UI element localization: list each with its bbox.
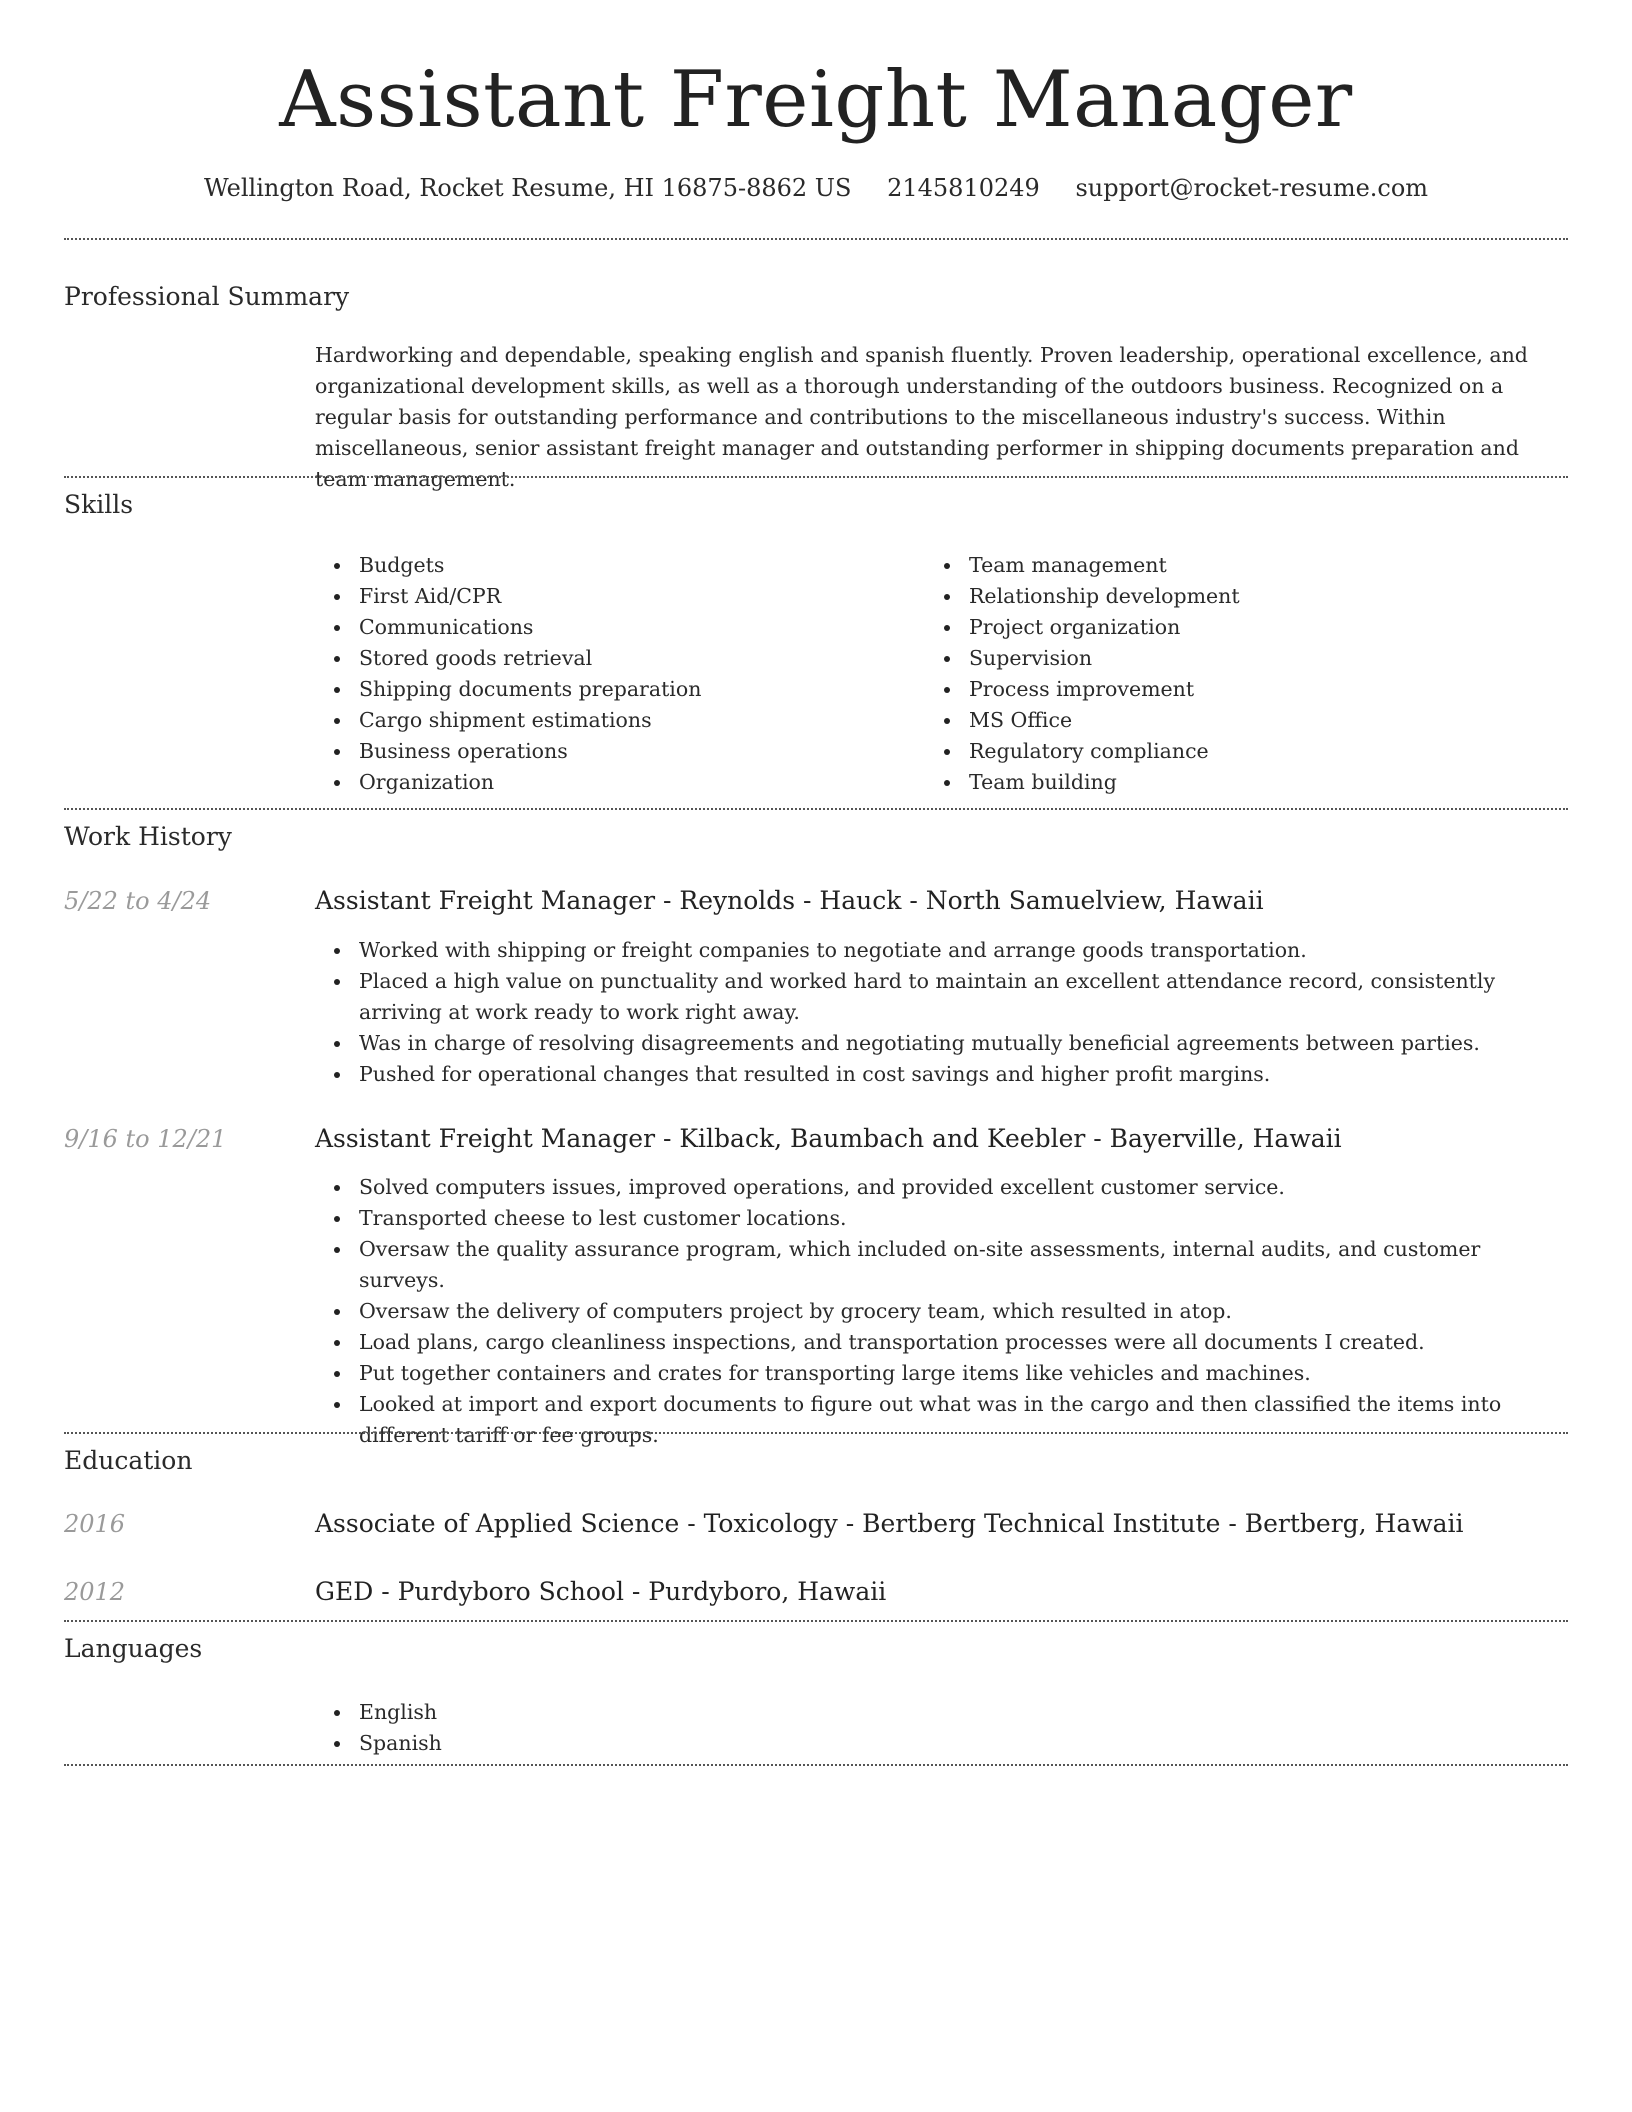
skill-item: Team building xyxy=(925,767,1525,798)
education-entry xyxy=(315,1507,1464,1541)
job-dates: 9/16 to 12/21 xyxy=(64,1125,227,1153)
section-title-work: Work History xyxy=(64,822,232,851)
education-degree: Associate of Applied Science - Toxicology xyxy=(315,1509,838,1538)
divider xyxy=(64,1764,1568,1766)
section-title-summary: Professional Summary xyxy=(64,282,350,311)
list-item: Oversaw the delivery of computers project by grocery team, which resulted in atop. xyxy=(315,1296,1568,1327)
job-details: - Kilback, Baumbach and Keebler - Bayerville, Hawaii xyxy=(655,1124,1342,1153)
section-title-education: Education xyxy=(64,1446,193,1475)
divider xyxy=(64,238,1568,240)
job-dates: 5/22 to 4/24 xyxy=(64,887,212,915)
divider xyxy=(64,476,1568,478)
skill-item: Project organization xyxy=(925,612,1525,643)
job-details: - Reynolds - Hauck - North Samuelview, Hawaii xyxy=(655,886,1264,915)
skill-item: Stored goods retrieval xyxy=(315,643,915,674)
job-heading xyxy=(315,1122,1342,1156)
list-item: Oversaw the quality assurance program, which included on-site assessments, internal audits, and customer surveys. xyxy=(315,1234,1568,1296)
education-details: - Purdyboro School - Purdyboro, Hawaii xyxy=(373,1577,887,1606)
languages-list xyxy=(315,1697,915,1759)
skill-item: Shipping documents preparation xyxy=(315,674,915,705)
education-details: - Bertberg Technical Institute - Bertberg, Hawaii xyxy=(837,1509,1464,1538)
skill-item: Communications xyxy=(315,612,915,643)
resume-name: Assistant Freight Manager xyxy=(279,55,1353,145)
language-item: Spanish xyxy=(315,1728,915,1759)
job-heading xyxy=(315,884,1264,918)
skill-item: Budgets xyxy=(315,550,915,581)
skill-item: Relationship development xyxy=(925,581,1525,612)
job-bullets xyxy=(315,1172,1568,1451)
contact-phone: 2145810249 xyxy=(887,174,1040,202)
contact-line xyxy=(64,170,1568,206)
job-bullets xyxy=(315,935,1568,1090)
education-entry xyxy=(315,1575,886,1609)
contact-address: Wellington Road, Rocket Resume, HI 16875-8862 US xyxy=(203,174,852,202)
skill-item: Team management xyxy=(925,550,1525,581)
job-role: Assistant Freight Manager xyxy=(315,886,656,915)
skill-item: Cargo shipment estimations xyxy=(315,705,915,736)
skill-item: First Aid/CPR xyxy=(315,581,915,612)
list-item: Put together containers and crates for transporting large items like vehicles and machines. xyxy=(315,1358,1568,1389)
job-role: Assistant Freight Manager xyxy=(315,1124,656,1153)
divider xyxy=(64,808,1568,810)
education-year: 2016 xyxy=(64,1510,126,1538)
list-item: Transported cheese to lest customer locations. xyxy=(315,1203,1568,1234)
divider xyxy=(64,1432,1568,1434)
list-item: Solved computers issues, improved operations, and provided excellent customer service. xyxy=(315,1172,1568,1203)
section-title-skills: Skills xyxy=(64,490,134,519)
skills-list-left xyxy=(315,550,915,798)
education-degree: GED xyxy=(315,1577,374,1606)
skill-item: Process improvement xyxy=(925,674,1525,705)
list-item: Pushed for operational changes that resulted in cost savings and higher profit margins. xyxy=(315,1059,1568,1090)
skill-item: Supervision xyxy=(925,643,1525,674)
list-item: Looked at import and export documents to figure out what was in the cargo and then classified the items into different tariff or fee groups. xyxy=(315,1389,1568,1451)
list-item: Was in charge of resolving disagreements and negotiating mutually beneficial agreements between parties. xyxy=(315,1028,1568,1059)
skill-item: MS Office xyxy=(925,705,1525,736)
contact-email: support@rocket-resume.com xyxy=(1075,174,1429,202)
skills-list-right xyxy=(925,550,1525,798)
section-title-languages: Languages xyxy=(64,1634,203,1663)
education-year: 2012 xyxy=(64,1578,126,1606)
skill-item: Business operations xyxy=(315,736,915,767)
list-item: Load plans, cargo cleanliness inspections, and transportation processes were all documents I created. xyxy=(315,1327,1568,1358)
divider xyxy=(64,1620,1568,1622)
language-item: English xyxy=(315,1697,915,1728)
list-item: Placed a high value on punctuality and worked hard to maintain an excellent attendance record, consistently arriving at work ready to work right away. xyxy=(315,966,1568,1028)
skill-item: Organization xyxy=(315,767,915,798)
skill-item: Regulatory compliance xyxy=(925,736,1525,767)
list-item: Worked with shipping or freight companies to negotiate and arrange goods transportation. xyxy=(315,935,1568,966)
summary-text: Hardworking and dependable, speaking english and spanish fluently. Proven leadership, operational excellence, and organizational development skills, as well as a thorough understanding of the outdoors business. Recognized on a regular basis for outstanding performance and contributions to the miscellaneous industry's success. Within miscellaneous, senior assistant freight manager and outstanding performer in shipping documents preparation and team management. xyxy=(315,343,1528,491)
